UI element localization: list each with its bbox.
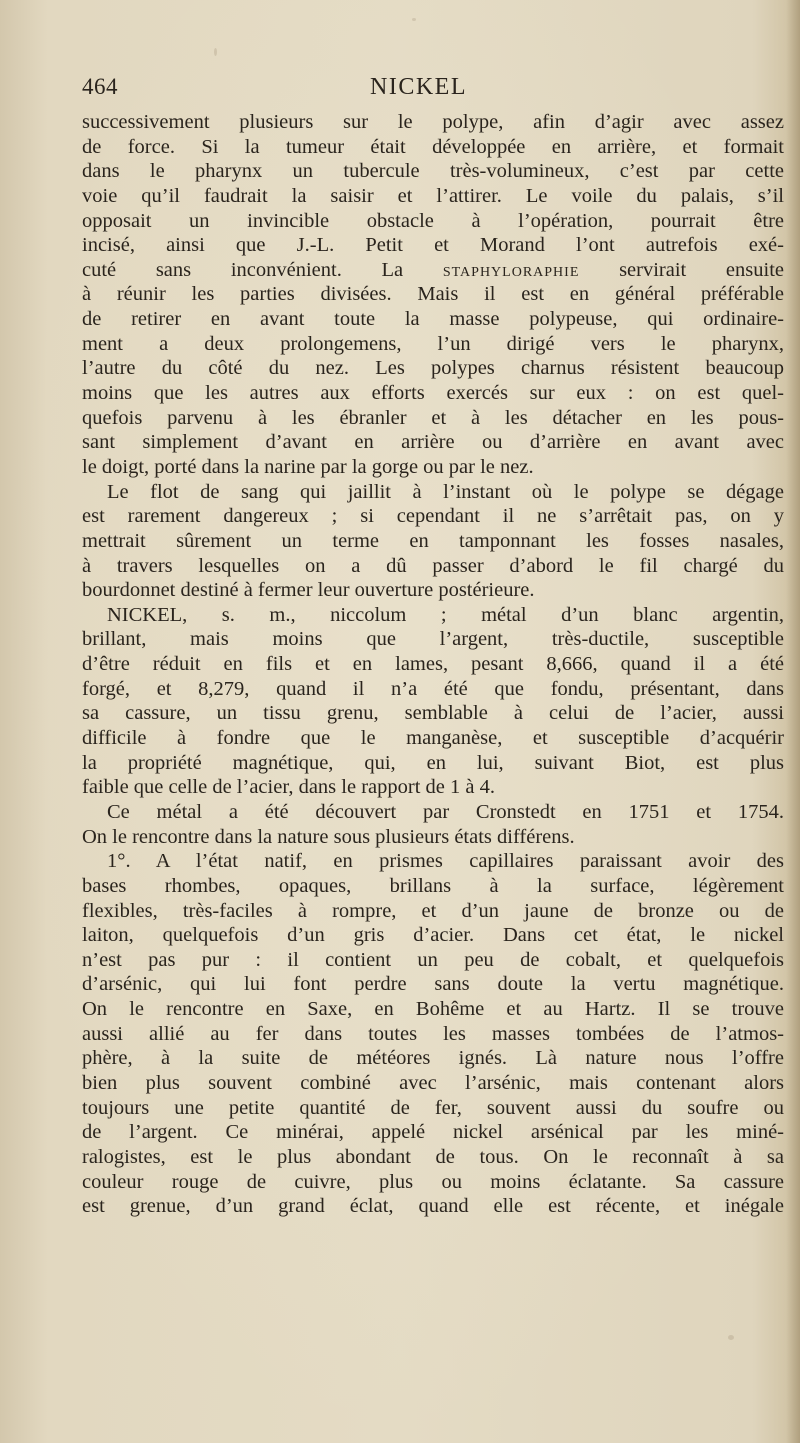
- text-line: de l’argent. Ce minérai, appelé nickel arsénical par les miné-: [82, 1121, 784, 1144]
- text-line: bourdonnet destiné à fermer leur ouverture postérieure.: [82, 579, 535, 602]
- text-line: Ce métal a été découvert par Cronstedt en 1751 et 1754.: [107, 800, 784, 823]
- text-line: flexibles, très-faciles à rompre, et d’un jaune de bronze ou de: [82, 899, 784, 922]
- text-line: le doigt, porté dans la narine par la gorge ou par le nez.: [82, 455, 534, 478]
- text-line: brillant, mais moins que l’argent, très-ductile, susceptible: [82, 628, 784, 651]
- text-line: forgé, et 8,279, quand il n’a été que fondu, présentant, dans: [82, 677, 784, 700]
- body-text: [82, 110, 782, 1219]
- text-line: difficile à fondre que le manganèse, et susceptible d’acquérir: [82, 727, 784, 750]
- text-line: On le rencontre en Saxe, en Bohême et au Hartz. Il se trouve: [82, 998, 784, 1021]
- page-edge-shadow: [786, 0, 800, 1443]
- page-header: [82, 74, 702, 108]
- text-line: moins que les autres aux efforts exercés sur eux : on est quel-: [82, 382, 784, 405]
- text-line: toujours une petite quantité de fer, souvent aussi du soufre ou: [82, 1096, 784, 1119]
- text-line: à réunir les parties divisées. Mais il est en général préférable: [82, 283, 784, 306]
- text-line: sa cassure, un tissu grenu, semblable à celui de l’acier, aussi: [82, 702, 784, 725]
- text-line: la propriété magnétique, qui, en lui, suivant Biot, est plus: [82, 751, 784, 774]
- text-line: de retirer en avant toute la masse polypeuse, qui ordinaire-: [82, 308, 784, 331]
- text-line: opposait un invincible obstacle à l’opération, pourrait être: [82, 209, 784, 232]
- page-number: 464: [82, 74, 118, 99]
- text-line: de force. Si la tumeur était développée en arrière, et formait: [82, 135, 784, 158]
- text-line: On le rencontre dans la nature sous plusieurs états différens.: [82, 825, 575, 848]
- small-caps-term: staphyloraphie: [442, 258, 580, 281]
- text-line: incisé, ainsi que J.-L. Petit et Morand l’ont autrefois exé-: [82, 234, 784, 257]
- text-line: successivement plusieurs sur le polype, afin d’agir avec assez: [82, 111, 784, 133]
- text-line: sant simplement d’avant en arrière ou d’arrière en avant avec: [82, 431, 784, 454]
- text-line: est grenue, d’un grand éclat, quand elle est récente, et inégale: [82, 1195, 784, 1218]
- text-line: bases rhombes, opaques, brillans à la surface, légèrement: [82, 874, 784, 897]
- text-line: bien plus souvent combiné avec l’arsénic, mais contenant alors: [82, 1071, 784, 1094]
- text-line: aussi allié au fer dans toutes les masses tombées de l’atmos-: [82, 1022, 784, 1045]
- text-line: d’être réduit en fils et en lames, pesant 8,666, quand il a été: [82, 653, 784, 676]
- text-line: faible que celle de l’acier, dans le rapport de 1 à 4.: [82, 776, 495, 799]
- running-title: NICKEL: [370, 74, 467, 100]
- text-line: n’est pas pur : il contient un peu de cobalt, et quelquefois: [82, 948, 784, 971]
- text-line: quefois parvenu à les ébranler et à les détacher en les pous-: [82, 406, 784, 429]
- text-line: mettrait sûrement un terme en tamponnant les fosses nasales,: [82, 529, 784, 552]
- text-line: Le flot de sang qui jaillit à l’instant où le polype se dégage: [107, 480, 784, 503]
- paper-spot: [412, 18, 416, 21]
- text-line: ment a deux prolongemens, l’un dirigé vers le pharynx,: [82, 332, 784, 355]
- paper-spot: [214, 48, 217, 56]
- text-line: cuté sans inconvénient. La staphyloraphie servirait ensuite: [82, 258, 784, 281]
- text-line: l’autre du côté du nez. Les polypes charnus résistent beaucoup: [82, 357, 784, 380]
- text-line: couleur rouge de cuivre, plus ou moins éclatante. Sa cassure: [82, 1170, 784, 1193]
- text-line: NICKEL, s. m., niccolum ; métal d’un blanc argentin,: [107, 603, 784, 626]
- text-line: ralogistes, est le plus abondant de tous. On le reconnaît à sa: [82, 1145, 784, 1168]
- text-line: 1°. A l’état natif, en prismes capillaires paraissant avoir des: [107, 850, 784, 873]
- text-line: phère, à la suite de météores ignés. Là nature nous l’offre: [82, 1047, 784, 1070]
- text-line: est rarement dangereux ; si cependant il ne s’arrêtait pas, on y: [82, 505, 784, 528]
- text-line: voie qu’il faudrait la saisir et l’attirer. Le voile du palais, s’il: [82, 184, 784, 207]
- text-line: à travers lesquelles on a dû passer d’abord le fil chargé du: [82, 554, 784, 577]
- text-line: laiton, quelquefois d’un gris d’acier. Dans cet état, le nickel: [82, 924, 784, 947]
- text-line: dans le pharynx un tubercule très-volumineux, c’est par cette: [82, 160, 784, 183]
- text-line: d’arsénic, qui lui font perdre sans doute la vertu magnétique.: [82, 973, 784, 996]
- paper-spot: [728, 1335, 734, 1340]
